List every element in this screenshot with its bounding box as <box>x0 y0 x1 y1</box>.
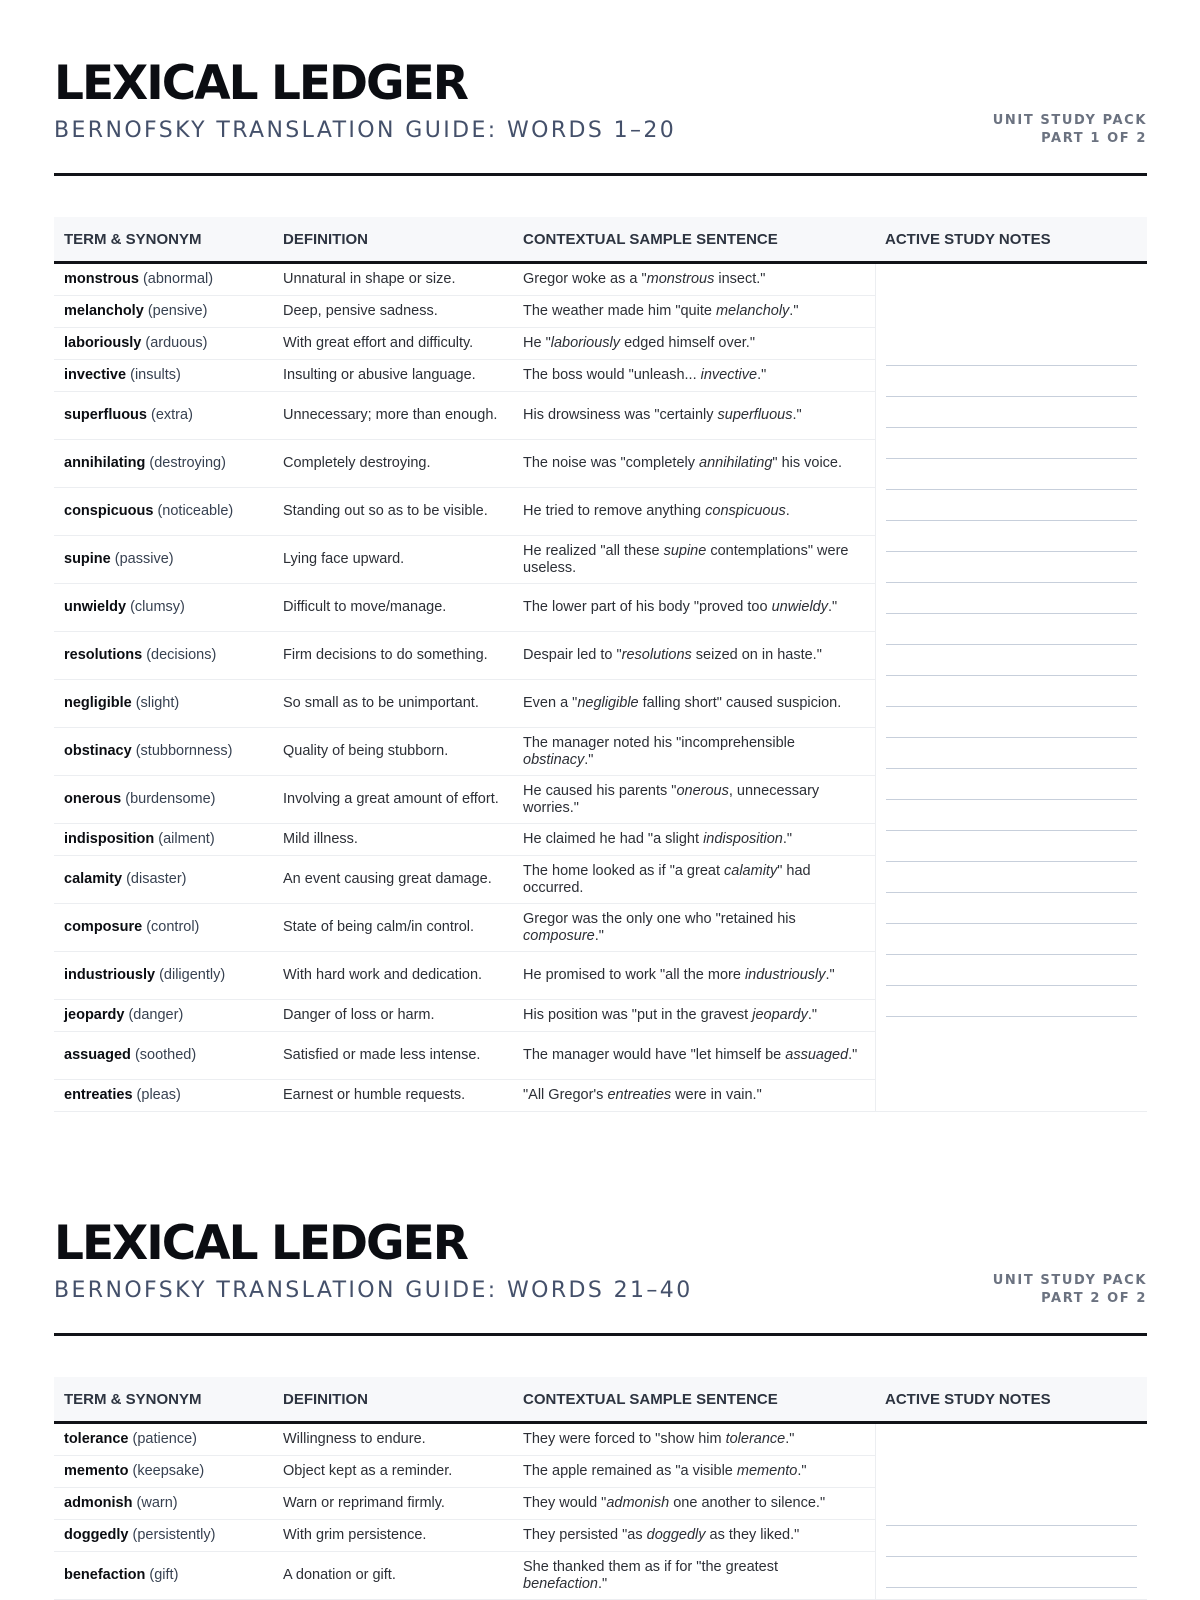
term-cell <box>54 856 273 904</box>
sentence-post: falling short" caused suspicion. <box>638 695 842 712</box>
term-cell <box>54 1000 273 1032</box>
definition-cell: Unnatural in shape or size. <box>273 263 513 296</box>
term-cell <box>54 728 273 776</box>
term-synonym: (stubbornness) <box>135 743 233 760</box>
sentence-term: calamity <box>724 863 778 879</box>
table-header-row <box>54 1377 1147 1423</box>
term-synonym: (persistently) <box>132 1527 216 1544</box>
col-header-sentence: CONTEXTUAL SAMPLE SENTENCE <box>513 1377 875 1423</box>
sentence-cell <box>513 328 875 360</box>
sentence-post: ." <box>807 1007 818 1024</box>
sentence-pre: Despair led to " <box>523 647 622 664</box>
definition-cell: Involving a great amount of effort. <box>273 776 513 824</box>
notes-rule-line <box>886 737 1138 738</box>
sentence-cell <box>513 1520 875 1552</box>
sentence-pre: The noise was "completely <box>523 455 700 472</box>
page-title: LEXICAL LEDGER <box>54 56 467 111</box>
term-synonym: (patience) <box>132 1431 197 1448</box>
sentence-cell <box>513 1080 875 1112</box>
notes-rule-line <box>886 830 1138 831</box>
sentence-cell <box>513 440 875 488</box>
definition-cell: Danger of loss or harm. <box>273 1000 513 1032</box>
sentence-post: ." <box>594 927 604 944</box>
term-word: melancholy <box>64 303 144 320</box>
notes-rule-line <box>886 458 1138 459</box>
term-cell <box>54 776 273 824</box>
header-rule <box>54 173 1147 176</box>
study-notes-area[interactable] <box>875 1423 1147 1600</box>
pack-label-unit: UNIT STUDY PACK <box>992 113 1147 128</box>
sentence-cell <box>513 1032 875 1080</box>
sentence-term: obstinacy <box>523 751 585 768</box>
sentence-cell <box>513 680 875 728</box>
term-cell <box>54 904 273 952</box>
term-cell <box>54 952 273 1000</box>
sentence-cell <box>513 1423 875 1456</box>
sentence-cell <box>513 1000 875 1032</box>
term-synonym: (abnormal) <box>142 271 214 288</box>
sentence-term: jeopardy <box>752 1007 808 1024</box>
definition-cell: Earnest or humble requests. <box>273 1080 513 1112</box>
term-synonym: (disaster) <box>126 871 187 888</box>
notes-rule-line <box>886 923 1138 924</box>
definition-cell: With great effort and difficulty. <box>273 328 513 360</box>
table-header-row <box>54 217 1147 263</box>
definition-cell: Lying face upward. <box>273 536 513 584</box>
term-cell <box>54 1520 273 1552</box>
term-word: benefaction <box>64 1567 146 1584</box>
sentence-term: indisposition <box>703 831 783 848</box>
sentence-pre: Gregor was the only one who "retained his <box>523 911 796 927</box>
term-synonym: (insults) <box>130 367 181 384</box>
term-synonym: (clumsy) <box>130 599 185 616</box>
sentence-term: assuaged <box>785 1047 849 1064</box>
sentence-pre: He realized "all these <box>523 543 664 559</box>
term-word: calamity <box>64 871 123 888</box>
sentence-pre: He promised to work "all the more <box>523 967 745 984</box>
notes-rule-line <box>886 1587 1138 1588</box>
sentence-cell <box>513 296 875 328</box>
sentence-post: ." <box>782 831 793 848</box>
sentence-cell <box>513 904 875 952</box>
definition-cell: Deep, pensive sadness. <box>273 296 513 328</box>
term-cell <box>54 1032 273 1080</box>
definition-cell: Warn or reprimand firmly. <box>273 1488 513 1520</box>
term-cell <box>54 440 273 488</box>
term-word: assuaged <box>64 1047 131 1064</box>
sentence-post: " had occurred. <box>523 863 811 896</box>
sentence-term: negligible <box>577 695 639 712</box>
col-header-term: TERM & SYNONYM <box>54 1377 273 1423</box>
sentence-pre: The boss would "unleash... <box>523 367 701 384</box>
sentence-cell <box>513 1552 875 1600</box>
sentence-pre: He claimed he had "a slight <box>523 831 704 848</box>
notes-rule-line <box>886 1556 1138 1557</box>
sentence-post: ." <box>757 367 767 384</box>
sentence-post: contemplations" were useless. <box>523 543 849 576</box>
pack-label-part: PART 2 OF 2 <box>1041 1291 1147 1306</box>
definition-cell: Unnecessary; more than enough. <box>273 392 513 440</box>
notes-rule-line <box>886 396 1138 397</box>
sentence-cell <box>513 1488 875 1520</box>
sentence-post: . <box>785 503 790 520</box>
sentence-cell <box>513 1456 875 1488</box>
term-synonym: (danger) <box>128 1007 184 1024</box>
term-synonym: (arduous) <box>145 335 208 352</box>
term-cell <box>54 263 273 296</box>
definition-cell: Satisfied or made less intense. <box>273 1032 513 1080</box>
sentence-term: resolutions <box>621 647 692 664</box>
term-cell <box>54 1552 273 1600</box>
term-synonym: (passive) <box>114 551 174 568</box>
sentence-post: as they liked." <box>705 1527 800 1544</box>
sentence-term: superfluous <box>717 407 793 424</box>
notes-rule-line <box>886 427 1138 428</box>
pack-label <box>993 112 1147 148</box>
term-word: doggedly <box>64 1527 129 1544</box>
term-synonym: (gift) <box>149 1567 179 1584</box>
sentence-post: ." <box>789 303 799 320</box>
sentence-post: seized on in haste." <box>691 647 822 664</box>
pack-label <box>993 1272 1147 1308</box>
sentence-term: composure <box>523 927 595 944</box>
sentence-pre: They were forced to "show him <box>523 1431 726 1448</box>
sentence-pre: She thanked them as if for "the greatest <box>523 1559 779 1575</box>
term-word: industriously <box>64 967 156 984</box>
notes-rule-line <box>886 892 1138 893</box>
sentence-pre: The apple remained as "a visible <box>523 1463 737 1480</box>
term-word: invective <box>64 367 127 384</box>
sentence-term: onerous <box>676 783 729 799</box>
sentence-pre: "All Gregor's <box>523 1087 608 1104</box>
term-synonym: (pleas) <box>136 1087 181 1104</box>
sentence-term: tolerance <box>725 1431 786 1448</box>
sentence-pre: The home looked as if "a great <box>523 863 725 879</box>
definition-cell: Mild illness. <box>273 824 513 856</box>
sentence-pre: His drowsiness was "certainly <box>523 407 718 424</box>
sentence-cell <box>513 728 875 776</box>
sentence-pre: Even a " <box>523 695 578 712</box>
notes-rule-line <box>886 365 1138 366</box>
term-synonym: (extra) <box>151 407 193 424</box>
sentence-pre: His position was "put in the gravest <box>523 1007 753 1024</box>
notes-rule-line <box>886 582 1138 583</box>
sentence-pre: They persisted "as <box>523 1527 647 1544</box>
term-synonym: (control) <box>146 919 200 936</box>
col-header-definition: DEFINITION <box>273 1377 513 1423</box>
term-cell <box>54 360 273 392</box>
term-synonym: (decisions) <box>146 647 217 664</box>
term-word: conspicuous <box>64 503 154 520</box>
sentence-term: supine <box>663 543 707 559</box>
term-word: onerous <box>64 791 122 808</box>
term-word: tolerance <box>64 1431 129 1448</box>
term-cell <box>54 1456 273 1488</box>
sentence-post: ." <box>584 751 594 768</box>
term-word: laboriously <box>64 335 142 352</box>
col-header-sentence: CONTEXTUAL SAMPLE SENTENCE <box>513 217 875 263</box>
notes-rule-line <box>886 1016 1138 1017</box>
pack-label-part: PART 1 OF 2 <box>1041 131 1147 146</box>
term-cell <box>54 1488 273 1520</box>
sentence-pre: The lower part of his body "proved too <box>523 599 772 616</box>
term-word: negligible <box>64 695 132 712</box>
term-word: superfluous <box>64 407 147 424</box>
notes-rule-line <box>886 644 1138 645</box>
definition-cell: A donation or gift. <box>273 1552 513 1600</box>
sentence-post: were in vain." <box>671 1087 762 1104</box>
term-cell <box>54 1423 273 1456</box>
term-word: admonish <box>64 1495 133 1512</box>
page-title: LEXICAL LEDGER <box>54 1216 467 1271</box>
term-word: unwieldy <box>64 599 127 616</box>
sentence-term: industriously <box>744 967 826 984</box>
definition-cell: State of being calm/in control. <box>273 904 513 952</box>
sentence-cell <box>513 263 875 296</box>
sentence-post: ." <box>797 1463 807 1480</box>
sentence-post: , unnecessary worries." <box>523 783 820 816</box>
term-cell <box>54 392 273 440</box>
sentence-cell <box>513 632 875 680</box>
sentence-cell <box>513 776 875 824</box>
sentence-cell <box>513 360 875 392</box>
sentence-term: memento <box>736 1463 798 1480</box>
table-row <box>54 1423 1147 1456</box>
notes-rule-line <box>886 861 1138 862</box>
sentence-term: melancholy <box>715 303 790 320</box>
term-word: obstinacy <box>64 743 132 760</box>
term-word: entreaties <box>64 1087 133 1104</box>
definition-cell: Completely destroying. <box>273 440 513 488</box>
term-word: indisposition <box>64 831 155 848</box>
term-cell <box>54 632 273 680</box>
sentence-pre: The weather made him "quite <box>523 303 716 320</box>
sentence-term: invective <box>700 367 758 384</box>
notes-rule-line <box>886 706 1138 707</box>
page-subtitle: BERNOFSKY TRANSLATION GUIDE: WORDS 1–20 <box>54 118 677 143</box>
sentence-post: ." <box>827 599 838 616</box>
notes-rule-line <box>886 954 1138 955</box>
term-cell <box>54 824 273 856</box>
notes-rule-line <box>886 768 1138 769</box>
term-cell <box>54 488 273 536</box>
definition-cell: Willingness to endure. <box>273 1423 513 1456</box>
definition-cell: Firm decisions to do something. <box>273 632 513 680</box>
sentence-post: edged himself over." <box>620 335 755 352</box>
term-word: monstrous <box>64 271 139 288</box>
sentence-cell <box>513 856 875 904</box>
notes-rule-line <box>886 985 1138 986</box>
term-synonym: (slight) <box>135 695 180 712</box>
col-header-notes: ACTIVE STUDY NOTES <box>875 217 1147 263</box>
definition-cell: Quality of being stubborn. <box>273 728 513 776</box>
page-subtitle: BERNOFSKY TRANSLATION GUIDE: WORDS 21–40 <box>54 1278 693 1303</box>
term-synonym: (pensive) <box>147 303 208 320</box>
definition-cell: So small as to be unimportant. <box>273 680 513 728</box>
sentence-pre: He " <box>523 335 551 352</box>
term-synonym: (warn) <box>136 1495 178 1512</box>
term-synonym: (keepsake) <box>132 1463 205 1480</box>
sentence-term: conspicuous <box>705 503 786 520</box>
sentence-cell <box>513 392 875 440</box>
term-synonym: (diligently) <box>159 967 226 984</box>
term-word: supine <box>64 551 111 568</box>
sentence-post: ." <box>848 1047 858 1064</box>
sentence-cell <box>513 824 875 856</box>
sentence-term: monstrous <box>646 271 715 288</box>
col-header-definition: DEFINITION <box>273 217 513 263</box>
definition-cell: With hard work and dedication. <box>273 952 513 1000</box>
pack-label-unit: UNIT STUDY PACK <box>992 1273 1147 1288</box>
sentence-cell <box>513 536 875 584</box>
definition-cell: With grim persistence. <box>273 1520 513 1552</box>
notes-rule-line <box>886 675 1138 676</box>
term-cell <box>54 536 273 584</box>
term-word: composure <box>64 919 143 936</box>
term-synonym: (ailment) <box>158 831 215 848</box>
sentence-post: ." <box>825 967 835 984</box>
sentence-pre: They would " <box>523 1495 607 1512</box>
sentence-term: unwieldy <box>771 599 828 616</box>
definition-cell: Difficult to move/manage. <box>273 584 513 632</box>
definition-cell: Object kept as a reminder. <box>273 1456 513 1488</box>
sentence-term: laboriously <box>550 335 621 352</box>
sentence-pre: Gregor woke as a " <box>523 271 647 288</box>
sentence-pre: The manager would have "let himself be <box>523 1047 786 1064</box>
term-word: resolutions <box>64 647 143 664</box>
sentence-term: admonish <box>606 1495 670 1512</box>
definition-cell: Standing out so as to be visible. <box>273 488 513 536</box>
term-word: jeopardy <box>64 1007 125 1024</box>
notes-rule-line <box>886 520 1138 521</box>
term-word: memento <box>64 1463 129 1480</box>
vocab-table <box>54 1377 1147 1600</box>
sentence-pre: He caused his parents " <box>523 783 677 799</box>
notes-rule-line <box>886 613 1138 614</box>
table-row <box>54 263 1147 296</box>
sentence-term: entreaties <box>607 1087 672 1104</box>
sentence-term: doggedly <box>646 1527 706 1544</box>
sentence-post: insect." <box>714 271 766 288</box>
term-cell <box>54 328 273 360</box>
header-rule <box>54 1333 1147 1336</box>
definition-cell: An event causing great damage. <box>273 856 513 904</box>
notes-rule-line <box>886 551 1138 552</box>
sentence-cell <box>513 488 875 536</box>
term-synonym: (destroying) <box>149 455 226 472</box>
sentence-term: benefaction <box>523 1575 598 1592</box>
sentence-term: annihilating <box>699 455 773 472</box>
notes-rule-line <box>886 1525 1138 1526</box>
col-header-term: TERM & SYNONYM <box>54 217 273 263</box>
term-cell <box>54 1080 273 1112</box>
sentence-post: ." <box>597 1575 608 1592</box>
term-synonym: (soothed) <box>134 1047 197 1064</box>
term-synonym: (burdensome) <box>125 791 216 808</box>
definition-cell: Insulting or abusive language. <box>273 360 513 392</box>
term-cell <box>54 680 273 728</box>
term-cell <box>54 584 273 632</box>
term-cell <box>54 296 273 328</box>
vocab-table <box>54 217 1147 1112</box>
term-word: annihilating <box>64 455 146 472</box>
sentence-cell <box>513 584 875 632</box>
sentence-pre: The manager noted his "incomprehensible <box>523 735 795 751</box>
col-header-notes: ACTIVE STUDY NOTES <box>875 1377 1147 1423</box>
term-synonym: (noticeable) <box>157 503 234 520</box>
sentence-pre: He tried to remove anything <box>523 503 706 520</box>
sentence-post: ." <box>792 407 802 424</box>
sentence-post: ." <box>785 1431 795 1448</box>
study-notes-area[interactable] <box>875 263 1147 1112</box>
sentence-post: one another to silence." <box>669 1495 826 1512</box>
sentence-cell <box>513 952 875 1000</box>
notes-rule-line <box>886 489 1138 490</box>
notes-rule-line <box>886 799 1138 800</box>
sentence-post: " his voice. <box>772 455 843 472</box>
